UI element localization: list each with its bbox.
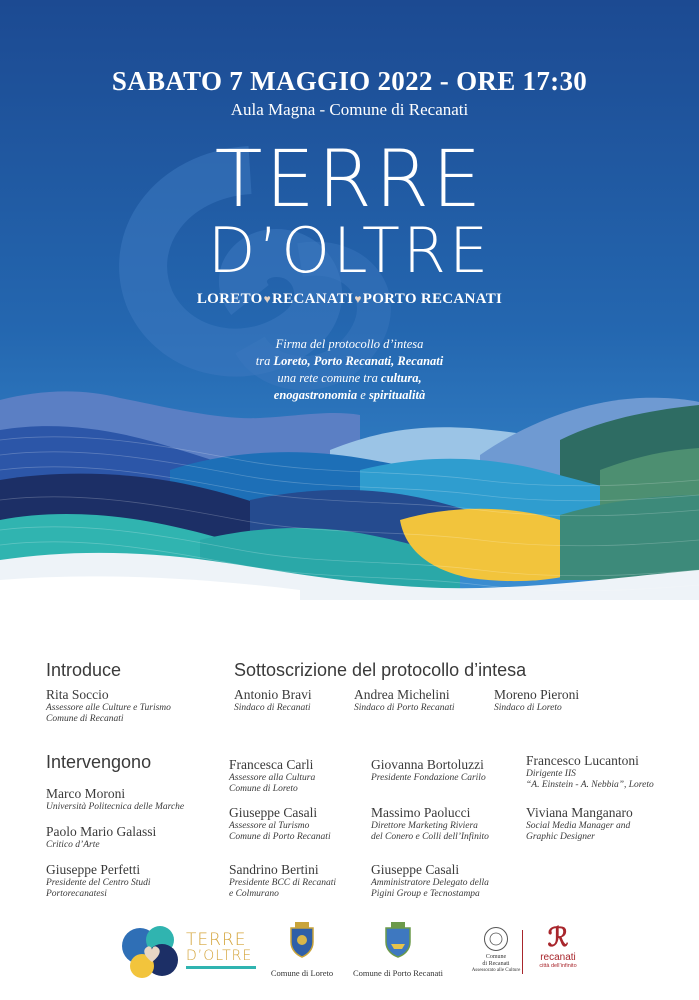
person-role: Sindaco di Recanati [234,703,311,713]
person-role: Presidente del Centro Studi [46,878,151,888]
speaker [526,753,654,791]
title-line-2: D’OLTRE [207,214,492,287]
heart-icon: ♥ [263,292,272,306]
event-date: SABATO 7 MAGGIO 2022 - ORE 17:30 [111,66,588,96]
person-role: Portorecanatesi [46,889,107,899]
person-role: Assessore al Turismo [229,821,310,831]
person-name: Francesco Lucantoni [526,753,639,768]
sottoscrizione-heading: Sottoscrizione del protocollo d’intesa [234,660,527,680]
intervengono-heading: Intervengono [46,752,152,772]
person-name: Giuseppe Casali [371,862,460,877]
speaker [526,805,633,843]
person-name: Marco Moroni [46,786,126,801]
brand-underline [186,966,256,969]
swirl-logo-icon [118,920,186,982]
towns-line [0,291,699,308]
person-name: Massimo Paolucci [371,805,471,820]
person-role: Amministratore Delegato della [371,878,489,888]
recanati-comune-line1: Comune [485,954,507,960]
loreto-shield-icon [289,922,315,958]
person-name: Viviana Manganaro [526,805,633,820]
person-name: Giovanna Bortoluzzi [371,757,484,772]
speaker [229,862,336,900]
event-description [0,336,699,404]
person-role: Graphic Designer [526,832,595,842]
person-name: Francesca Carli [229,757,314,772]
porto-recanati-crest [350,922,446,978]
logo-divider [522,930,523,974]
desc-line-2: tra Loreto, Porto Recanati, Recanati [255,354,444,368]
speaker [46,862,151,900]
person-role: Direttore Marketing Riviera [371,821,478,831]
speaker [371,757,486,784]
recanati-monogram-icon: ℛ [547,923,569,952]
recanati-comune-line3: Assessorato alle Culture [471,968,521,973]
person-role: Pigini Group e Tecnostampa [371,889,480,899]
signatory [494,687,579,714]
porto-recanati-shield-icon [384,922,412,958]
person-name: Giuseppe Perfetti [46,862,141,877]
brand-line-2: D’OLTRE [186,948,253,964]
person-role: Comune di Porto Recanati [229,832,331,842]
desc-line-3: una rete comune tra cultura, [277,371,422,385]
person-name: Giuseppe Casali [229,805,318,820]
speaker [229,757,315,795]
introduce-person [46,687,171,725]
person-role: del Conero e Colli dell’Infinito [371,832,489,842]
person-role: Sindaco di Porto Recanati [354,703,455,713]
recanati-seal-icon [483,926,509,952]
signatory [354,687,455,714]
porto-recanati-label: Comune di Porto Recanati [353,968,443,978]
person-role: Assessore alle Culture e Turismo [46,703,171,713]
speaker [229,805,331,843]
person-name: Moreno Pieroni [494,687,580,702]
recanati-comune-logo [470,926,522,974]
introduce-heading: Introduce [46,660,122,680]
person-role: Social Media Manager and [526,821,631,831]
desc-line-4: enogastronomia e spiritualità [273,388,426,402]
speaker [371,862,489,900]
person-name: Sandrino Bertini [229,862,319,877]
person-role: “A. Einstein - A. Nebbia”, Loreto [526,780,654,790]
person-role: e Colmurano [229,889,279,899]
speaker [46,824,156,851]
person-role: Dirigente IIS [526,769,576,779]
person-role: Università Politecnica delle Marche [46,802,185,812]
speaker [371,805,489,843]
desc-line-1: Firma del protocollo d’intesa [275,337,424,351]
person-name: Paolo Mario Galassi [46,824,157,839]
loreto-label: Comune di Loreto [270,968,334,978]
recanati-brand-logo [528,924,588,969]
signatory [234,687,312,714]
person-role: Assessore alla Cultura [229,773,316,783]
speaker [46,786,184,813]
title-line-1: TERRE [214,135,485,225]
heart-icon: ♥ [354,292,362,306]
person-role: Presidente Fondazione Carilo [371,773,486,783]
event-venue: Aula Magna - Comune di Recanati [230,100,469,119]
recanati-tagline: città dell’infinito [539,963,577,969]
recanati-brand-text: recanati [540,952,576,963]
town-loreto: LORETO [196,291,263,307]
town-porto-recanati: PORTO RECANATI [362,291,503,307]
terre-doltre-logo [118,920,268,984]
person-role: Comune di Recanati [46,714,124,724]
person-name: Antonio Bravi [234,687,312,702]
person-role: Comune di Loreto [229,784,298,794]
person-role: Sindaco di Loreto [494,703,562,713]
person-name: Andrea Michelini [354,687,450,702]
recanati-comune-line2: di Recanati [482,961,510,967]
town-recanati: RECANATI [272,291,354,307]
loreto-crest [270,922,334,978]
person-name: Rita Soccio [46,687,109,702]
person-role: Critico d’Arte [46,840,100,850]
person-role: Presidente BCC di Recanati [229,878,337,888]
brand-line-1: TERRE [186,930,247,950]
